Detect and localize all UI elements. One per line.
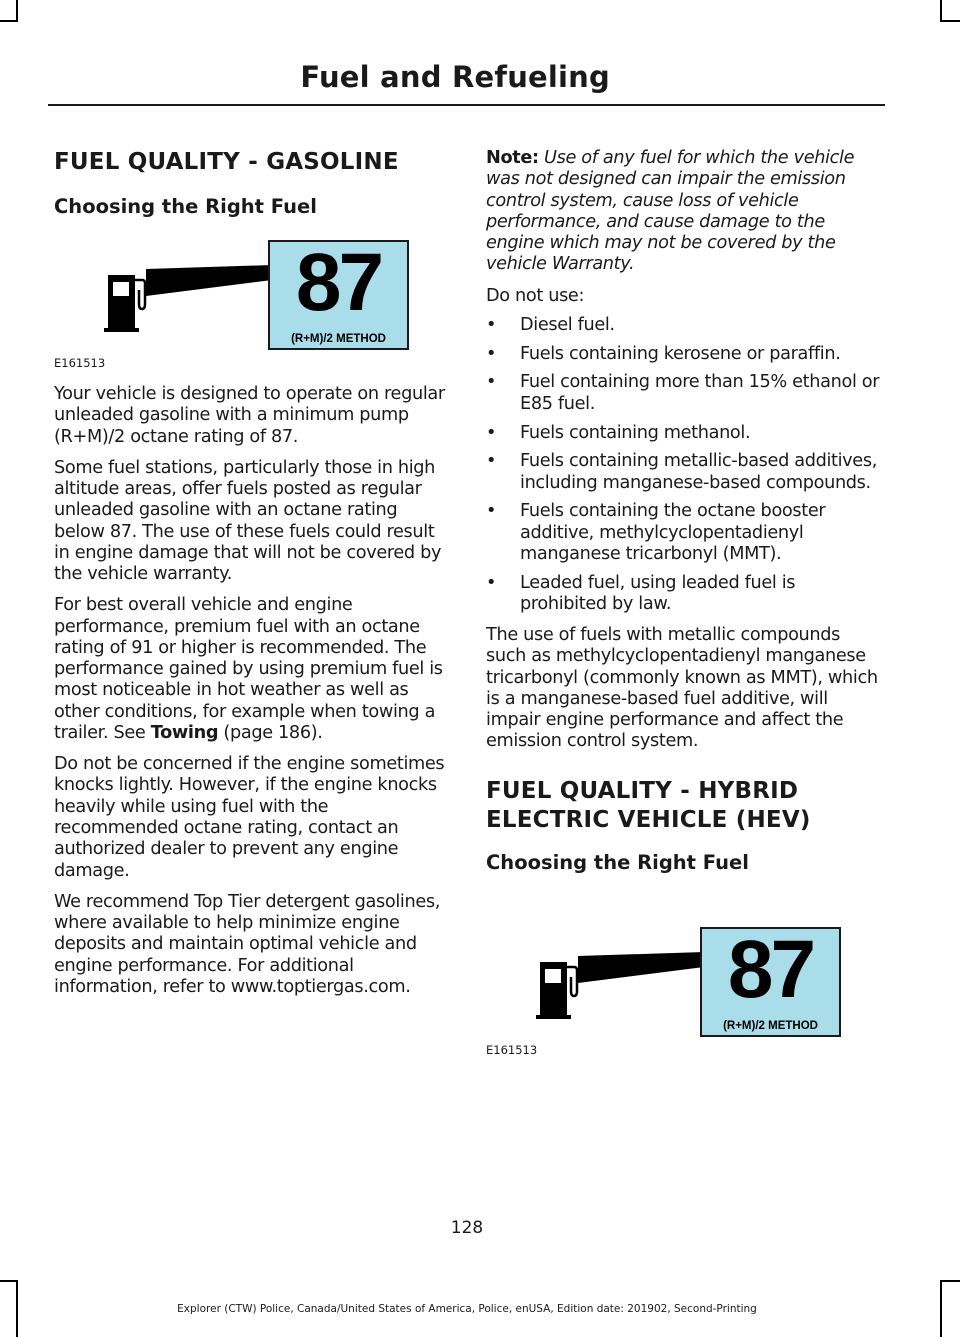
list-item: • Fuels containing kerosene or paraffin. bbox=[486, 343, 841, 364]
do-not-use-list bbox=[486, 315, 880, 616]
figure-code: E161513 bbox=[486, 1042, 538, 1057]
crop-mark bbox=[940, 1280, 942, 1337]
paragraph bbox=[54, 595, 448, 744]
paragraph: Do not be concerned if the engine sometimes knocks lightly. However, if the engine knocks heavily while using fuel with the recommended octane rating, contact an authorized dealer to prevent any engine damage. bbox=[54, 754, 445, 881]
crop-mark bbox=[0, 20, 18, 22]
bullet: • bbox=[486, 451, 497, 472]
list-item: • Fuel containing more than 15% ethanol or E85 fuel. bbox=[486, 372, 880, 414]
section-heading bbox=[486, 777, 880, 835]
octane-figure bbox=[486, 919, 880, 1041]
paragraph: Do not use: bbox=[486, 285, 585, 306]
section-heading-line: FUEL QUALITY - HYBRID bbox=[486, 777, 799, 804]
page-header-title: Fuel and Refueling bbox=[300, 60, 610, 94]
octane-label bbox=[700, 923, 841, 1037]
paragraph-text: (page 186). bbox=[218, 723, 323, 744]
paragraph: We recommend Top Tier detergent gasolines, where available to help minimize engine deposits and maintain optimal vehicle and engine performance. For additional information, refer to www.toptiergas.com. bbox=[54, 891, 441, 997]
page-number: 128 bbox=[450, 1218, 484, 1238]
octane-label bbox=[268, 237, 409, 350]
note-text: Use of any fuel for which the vehicle was not designed can impair the emission control system, cause loss of vehicle performance, and cause damage to the engine which may not be covered by the vehicle Warranty. bbox=[486, 148, 855, 275]
crop-mark bbox=[0, 1280, 18, 1282]
list-item: • Fuels containing the octane booster additive, methylcyclopentadienyl manganese tricarbonyl (MMT). bbox=[486, 501, 826, 565]
right-column bbox=[486, 148, 880, 1071]
note-label: Note: bbox=[486, 148, 539, 168]
octane-figure bbox=[54, 232, 448, 354]
paragraph-text: For best overall vehicle and engine performance, premium fuel with an octane rating of 91 or higher is recommended. The performance gained by using premium fuel is most noticeable in hot weather as well as other conditions, for example when towing a trailer. See bbox=[54, 595, 443, 744]
paragraph: The use of fuels with metallic compounds such as methylcyclopentadienyl manganese tricarbonyl (commonly known as MMT), which is a manganese-based fuel additive, will impair engine performance and affect the emission control system. bbox=[486, 624, 878, 752]
crop-mark bbox=[940, 1280, 960, 1282]
list-item: • Fuels containing methanol. bbox=[486, 422, 751, 443]
bullet: • bbox=[486, 572, 497, 593]
paragraph: Your vehicle is designed to operate on regular unleaded gasoline with a minimum pump (R+M)/2 octane rating of 87. bbox=[54, 384, 445, 447]
bullet: • bbox=[486, 343, 497, 364]
paragraph: Some fuel stations, particularly those in high altitude areas, offer fuels posted as regular unleaded gasoline with an octane rating below 87. The use of these fuels could result in engine damage that will not be covered by the vehicle warranty. bbox=[54, 457, 442, 585]
note-paragraph bbox=[486, 148, 880, 276]
page-footer: Explorer (CTW) Police, Canada/United States of America, Police, enUSA, Edition date: 201902, Second-Printing bbox=[177, 1303, 757, 1315]
crop-mark bbox=[940, 20, 960, 22]
bullet: • bbox=[486, 422, 497, 443]
section-subheading: Choosing the Right Fuel bbox=[486, 850, 749, 874]
figure-code: E161513 bbox=[54, 356, 106, 370]
list-item: • Diesel fuel. bbox=[486, 314, 615, 335]
list-item: • Fuels containing metallic-based additives, including manganese-based compounds. bbox=[486, 451, 877, 493]
octane-rating: 87 bbox=[295, 237, 382, 328]
octane-method: (R+M)/2 METHOD bbox=[723, 1019, 818, 1032]
left-column bbox=[54, 148, 448, 1008]
list-item: • Leaded fuel, using leaded fuel is prohibited by law. bbox=[486, 572, 796, 615]
octane-method: (R+M)/2 METHOD bbox=[291, 333, 386, 345]
crop-mark bbox=[940, 0, 942, 22]
crop-mark bbox=[16, 0, 18, 22]
bullet: • bbox=[486, 501, 497, 522]
bullet: • bbox=[486, 372, 497, 393]
section-heading: FUEL QUALITY - GASOLINE bbox=[54, 149, 399, 175]
towing-link[interactable]: Towing bbox=[150, 723, 219, 744]
bullet: • bbox=[486, 314, 497, 335]
octane-rating: 87 bbox=[727, 923, 814, 1015]
section-subheading: Choosing the Right Fuel bbox=[54, 195, 317, 218]
section-heading-line: ELECTRIC VEHICLE (HEV) bbox=[486, 806, 811, 833]
header-rule bbox=[48, 104, 885, 106]
